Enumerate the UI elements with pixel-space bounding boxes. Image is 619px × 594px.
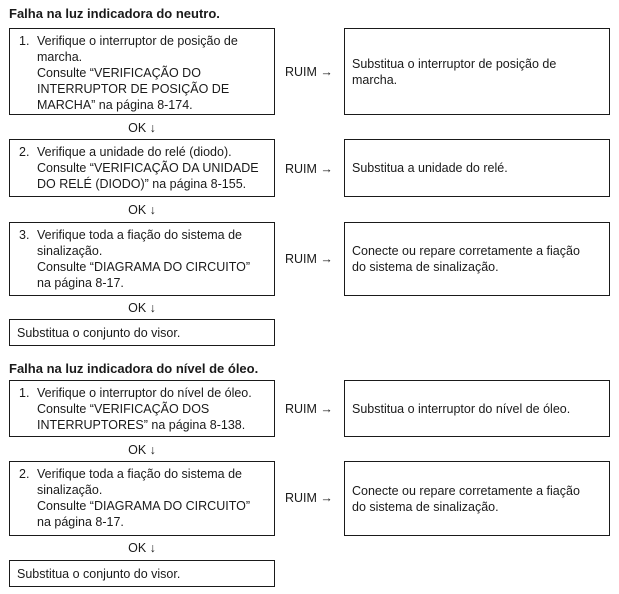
result-line: Substitua o interruptor de posição de bbox=[352, 56, 557, 71]
step-line: marcha. bbox=[37, 50, 83, 64]
step-number: 3. bbox=[19, 228, 30, 242]
section2-result-2-box bbox=[344, 461, 610, 536]
result-line: Conecte ou repare corretamente a fiação bbox=[352, 244, 580, 258]
ok-arrow-label: OK ↓ bbox=[128, 301, 156, 315]
section1-step-2-box bbox=[9, 139, 275, 197]
step-line: Consulte “VERIFICAÇÃO DA UNIDADE bbox=[37, 161, 259, 175]
section1-step-1-box bbox=[9, 28, 275, 115]
result-text bbox=[352, 483, 603, 515]
step-line: INTERRUPTORES” na página 8-138. bbox=[37, 418, 246, 432]
step-number: 2. bbox=[19, 467, 30, 481]
section2-step-1-box bbox=[9, 380, 275, 437]
step-line: Consulte “DIAGRAMA DO CIRCUITO” bbox=[37, 260, 251, 274]
result-line: Conecte ou repare corretamente a fiação bbox=[352, 483, 580, 498]
step-line: Verifique o interruptor do nível de óleo. bbox=[37, 386, 252, 400]
section1-final-box bbox=[9, 319, 275, 346]
section2-result-1-box bbox=[344, 380, 610, 437]
step-line: sinalização. bbox=[37, 244, 103, 258]
step-text bbox=[37, 227, 268, 291]
fail-arrow-label: RUIM → bbox=[285, 252, 333, 266]
ok-arrow-label: OK ↓ bbox=[128, 121, 156, 135]
ok-arrow-label: OK ↓ bbox=[128, 203, 156, 217]
step-line: sinalização. bbox=[37, 483, 103, 497]
section1-step-3-box bbox=[9, 222, 275, 296]
fail-arrow-label: RUIM → bbox=[285, 402, 333, 416]
result-line: Substitua a unidade do relé. bbox=[352, 161, 508, 175]
step-line: Verifique toda a fiação do sistema de bbox=[37, 228, 242, 242]
final-action-text: Substitua o conjunto do visor. bbox=[17, 325, 181, 340]
step-line: DO RELÉ (DIODO)” na página 8-155. bbox=[37, 177, 247, 191]
result-text bbox=[352, 56, 603, 88]
step-line: Verifique toda a fiação do sistema de bbox=[37, 467, 242, 481]
result-line: marcha. bbox=[352, 72, 398, 87]
step-line: INTERRUPTOR DE POSIÇÃO DE bbox=[37, 82, 230, 96]
result-text bbox=[352, 160, 603, 176]
result-line: Substitua o interruptor do nível de óleo. bbox=[352, 401, 571, 416]
section1-result-1-box bbox=[344, 28, 610, 115]
step-line: Consulte “VERIFICAÇÃO DO bbox=[37, 66, 201, 80]
result-text bbox=[352, 243, 603, 275]
result-text bbox=[352, 401, 603, 417]
section2-step-2-box bbox=[9, 461, 275, 536]
section1-result-2-box bbox=[344, 139, 610, 197]
step-text bbox=[37, 385, 268, 433]
result-line: do sistema de sinalização. bbox=[352, 499, 499, 514]
step-line: Consulte “VERIFICAÇÃO DOS bbox=[37, 402, 210, 416]
section2-final-box bbox=[9, 560, 275, 587]
step-line: Verifique o interruptor de posição de bbox=[37, 34, 238, 48]
step-line: MARCHA” na página 8-174. bbox=[37, 98, 193, 112]
step-number: 2. bbox=[19, 145, 30, 159]
step-text bbox=[37, 466, 268, 530]
section2-title: Falha na luz indicadora do nível de óleo. bbox=[9, 361, 259, 376]
step-line: na página 8-17. bbox=[37, 276, 124, 290]
fail-arrow-label: RUIM → bbox=[285, 491, 333, 505]
step-text bbox=[37, 33, 268, 113]
fail-arrow-label: RUIM → bbox=[285, 65, 333, 79]
step-text bbox=[37, 144, 268, 192]
ok-arrow-label: OK ↓ bbox=[128, 541, 156, 555]
step-line: Consulte “DIAGRAMA DO CIRCUITO” bbox=[37, 499, 251, 513]
step-number: 1. bbox=[19, 34, 30, 48]
fail-arrow-label: RUIM → bbox=[285, 162, 333, 176]
final-action-text: Substitua o conjunto do visor. bbox=[17, 566, 181, 581]
ok-arrow-label: OK ↓ bbox=[128, 443, 156, 457]
section1-title: Falha na luz indicadora do neutro. bbox=[9, 6, 220, 21]
step-line: na página 8-17. bbox=[37, 515, 124, 529]
step-line: Verifique a unidade do relé (diodo). bbox=[37, 145, 232, 159]
result-line: do sistema de sinalização. bbox=[352, 260, 499, 274]
step-number: 1. bbox=[19, 386, 30, 400]
section1-result-3-box bbox=[344, 222, 610, 296]
